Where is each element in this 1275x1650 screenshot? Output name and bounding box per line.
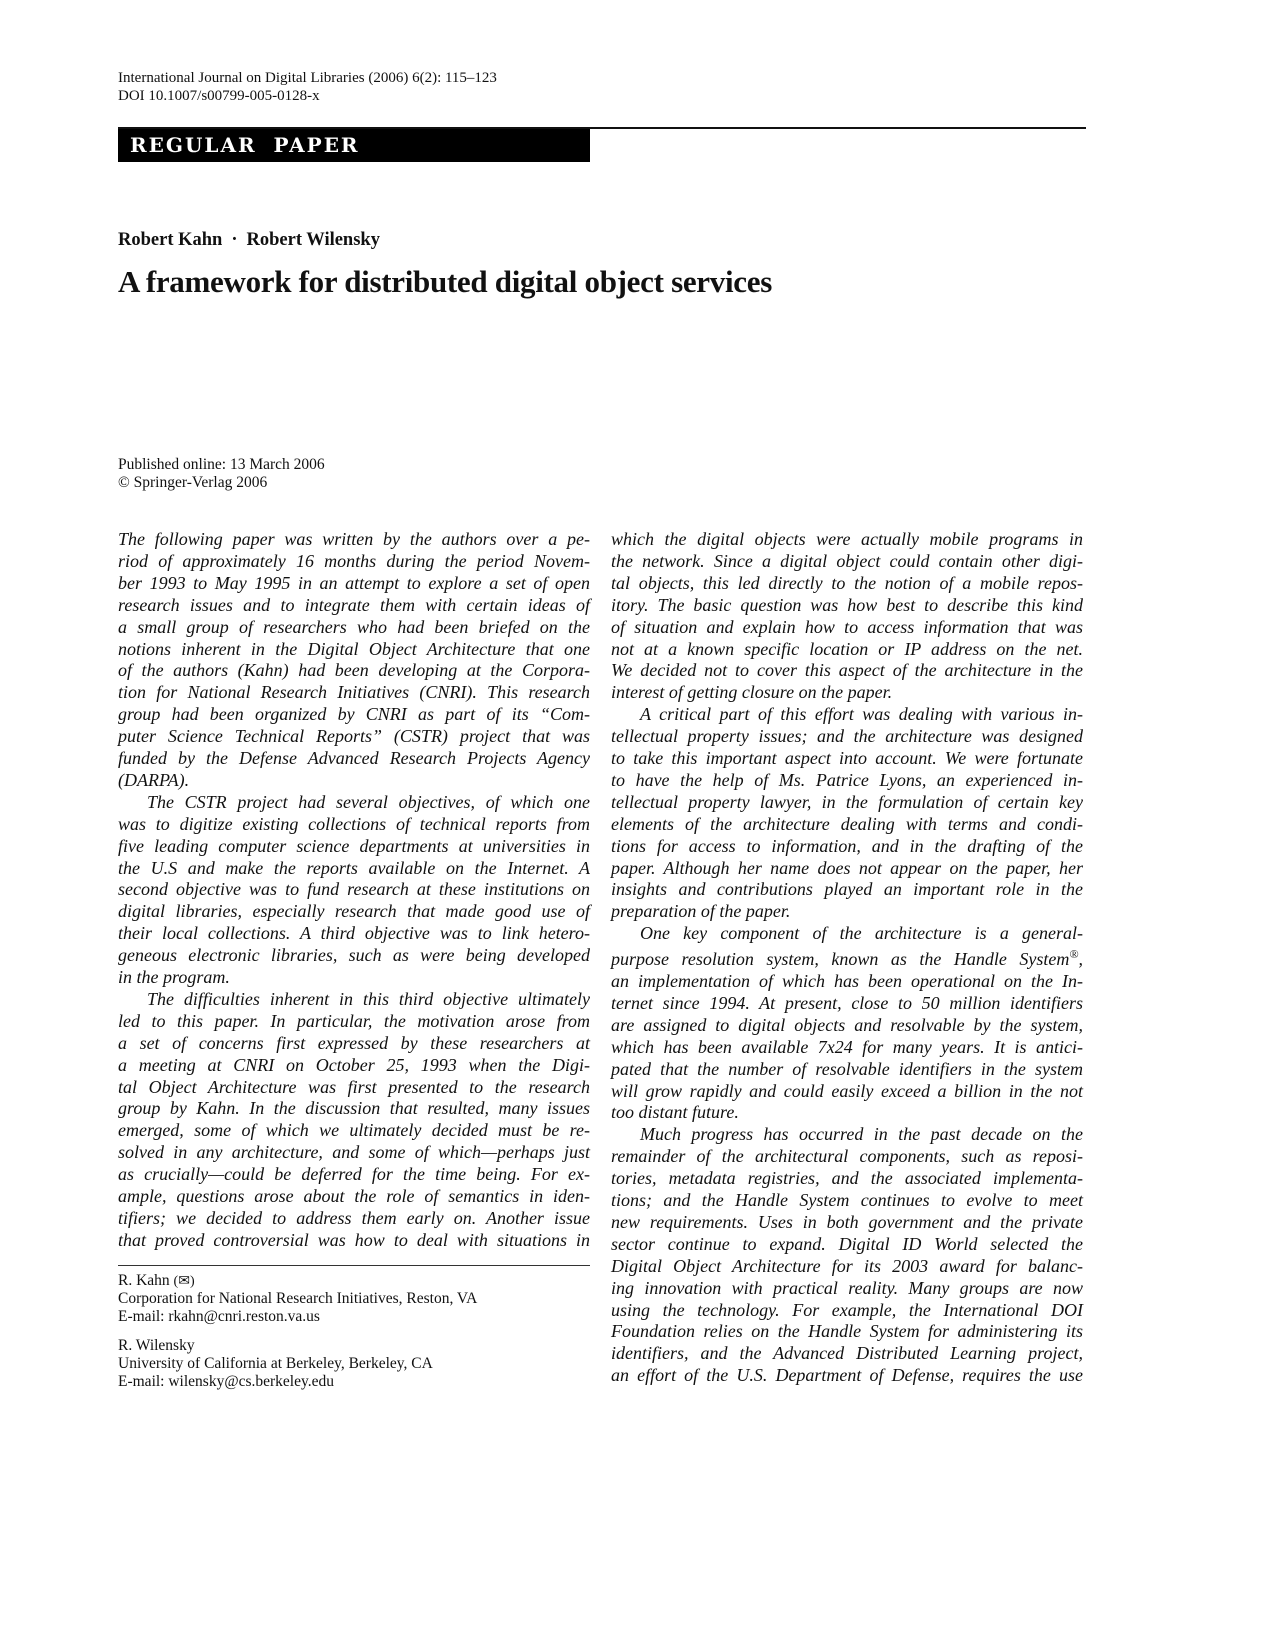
text-line: a small group of researchers who had been briefed on the — [118, 616, 590, 637]
text-line: ber 1993 to May 1995 in an attempt to explore a set of open — [118, 572, 590, 593]
text-line: tifiers; we decided to address them early on. Another issue — [118, 1207, 590, 1228]
text-line: The following paper was written by the authors over a pe- — [118, 529, 590, 549]
footnote-kahn-affiliation: Corporation for National Research Initiatives, Reston, VA — [118, 1290, 478, 1307]
text-line: group had been organized by CNRI as part of its “Com- — [118, 704, 590, 725]
text-line: their local collections. A third objective was to link hetero- — [118, 923, 590, 944]
text-line: funded by the Defense Advanced Research Projects Agency — [118, 748, 590, 768]
text-line: insights and contributions played an important role in the — [611, 879, 1083, 900]
text-line: purpose resolution system, known as the Handle System®, — [611, 947, 1083, 970]
footnote-kahn-name — [118, 1272, 195, 1291]
copyright: © Springer-Verlag 2006 — [118, 474, 268, 491]
text-line: tions for access to information, and in the drafting of the — [611, 835, 1083, 856]
text-line: tellectual property issues; and the architecture was designed — [611, 726, 1083, 747]
text-line: the network. Since a digital object could contain other digi- — [611, 550, 1083, 571]
author-separator: · — [231, 230, 238, 250]
journal-citation: International Journal on Digital Libraries (2006) 6(2): 115–123 — [118, 70, 497, 86]
text-line: not at a known specific location or IP address on the net. — [611, 638, 1083, 659]
text-line: ternet since 1994. At present, close to 50 million identifiers — [611, 992, 1083, 1013]
text-line: the U.S and make the reports available on the Internet. A — [118, 857, 590, 878]
text-line: using the technology. For example, the International DOI — [611, 1299, 1083, 1320]
footnote-wilensky-affiliation: University of California at Berkeley, Berkeley, CA — [118, 1355, 433, 1372]
text-line: Much progress has occurred in the past decade on the — [640, 1124, 1083, 1145]
text-line: tions; and the Handle System continues to evolve to meet — [611, 1190, 1083, 1210]
footnote-rule — [118, 1265, 590, 1266]
article-type-label: REGULAR PAPER — [130, 133, 360, 157]
text-line: paper. Although her name does not appear on the paper, her — [611, 857, 1083, 878]
text-line: puter Science Technical Reports” (CSTR) project that was — [118, 726, 590, 747]
text-line: to take this important aspect into account. We were fortunate — [611, 748, 1083, 768]
text-line: The difficulties inherent in this third objective ultimately — [147, 988, 590, 1009]
text-line: which has been available 7x24 for many years. It is antici- — [611, 1036, 1083, 1057]
text-line: solved in any architecture, and some of which—perhaps just — [118, 1142, 590, 1163]
text-line: an implementation of which has been operational on the In- — [611, 971, 1083, 991]
text-line: five leading computer science departments at universities in — [118, 835, 590, 856]
text-line: interest of getting closure on the paper. — [611, 682, 893, 703]
text-line: of the authors (Kahn) had been developing at the Corpora- — [118, 660, 590, 681]
text-line: led to this paper. In particular, the motivation arose from — [118, 1010, 590, 1031]
paper-title: A framework for distributed digital object services — [118, 264, 772, 299]
text-line: elements of the architecture dealing with terms and condi- — [611, 813, 1083, 834]
author-footnote-name: R. Kahn — [118, 1272, 170, 1289]
text-line: too distant future. — [611, 1102, 739, 1123]
text-line: Digital Object Architecture for its 2003 award for balanc- — [611, 1255, 1083, 1276]
text-line: A critical part of this effort was dealing with various in- — [640, 704, 1083, 725]
envelope-icon: (✉) — [173, 1274, 195, 1289]
doi: DOI 10.1007/s00799-005-0128-x — [118, 88, 320, 104]
text-line: remainder of the architectural components, such as reposi- — [611, 1146, 1083, 1167]
text-line: Foundation relies on the Handle System for administering its — [611, 1321, 1083, 1342]
text-line: an effort of the U.S. Department of Defense, requires the use — [611, 1365, 1083, 1386]
text-line: as crucially—could be deferred for the time being. For ex- — [118, 1164, 590, 1185]
text-line: new requirements. Uses in both government and the private — [611, 1211, 1083, 1232]
text-line: geneous electronic libraries, such as were being developed — [118, 945, 590, 966]
text-line: itory. The basic question was how best to describe this kind — [611, 594, 1083, 615]
text-line: was to digitize existing collections of technical reports from — [118, 813, 590, 834]
footnote-kahn-email[interactable]: E-mail: rkahn@cnri.reston.va.us — [118, 1308, 320, 1325]
text-line: riod of approximately 16 months during the period Novem- — [118, 550, 590, 571]
text-line: are assigned to digital objects and resolvable by the system, — [611, 1014, 1083, 1035]
text-line: We decided not to cover this aspect of the architecture in the — [611, 660, 1083, 681]
text-line: that proved controversial was how to deal with situations in — [118, 1229, 590, 1250]
text-line: notions inherent in the Digital Object Architecture that one — [118, 638, 590, 659]
text-line: a meeting at CNRI on October 25, 1993 when the Digi- — [118, 1054, 590, 1075]
text-line: ample, questions arose about the role of semantics in iden- — [118, 1186, 590, 1206]
author-name: Robert Wilensky — [246, 230, 380, 250]
text-line: emerged, some of which we ultimately decided must be re- — [118, 1120, 590, 1141]
text-line: digital libraries, especially research that made good use of — [118, 901, 590, 922]
published-online: Published online: 13 March 2006 — [118, 456, 325, 473]
text-line: tal Object Architecture was first presented to the research — [118, 1076, 590, 1097]
text-line: identifiers, and the Advanced Distributed Learning project, — [611, 1343, 1083, 1364]
author-list — [118, 230, 380, 251]
text-line: The CSTR project had several objectives, of which one — [147, 791, 590, 812]
text-line: tal objects, this led directly to the notion of a mobile repos- — [611, 572, 1083, 593]
text-line: second objective was to fund research at these institutions on — [118, 879, 590, 900]
footnote-wilensky-email[interactable]: E-mail: wilensky@cs.berkeley.edu — [118, 1373, 334, 1390]
text-line: tories, metadata registries, and the associated implementa- — [611, 1168, 1083, 1189]
text-line: sector continue to expand. Digital ID World selected the — [611, 1233, 1083, 1254]
text-line: ing innovation with practical reality. Many groups are now — [611, 1277, 1083, 1298]
text-line: group by Kahn. In the discussion that resulted, many issues — [118, 1098, 590, 1119]
text-line: tion for National Research Initiatives (CNRI). This research — [118, 682, 590, 703]
text-line: will grow rapidly and could easily exceed a billion in the not — [611, 1080, 1083, 1101]
footnote-wilensky-name: R. Wilensky — [118, 1337, 195, 1354]
text-line: (DARPA). — [118, 769, 190, 790]
text-line: research issues and to integrate them with certain ideas of — [118, 594, 590, 615]
text-line: tellectual property lawyer, in the formulation of certain key — [611, 791, 1083, 812]
text-line: pated that the number of resolvable identifiers in the system — [611, 1058, 1083, 1079]
text-line: of situation and explain how to access information that was — [611, 616, 1083, 637]
text-line: One key component of the architecture is a general- — [640, 923, 1083, 944]
text-line: preparation of the paper. — [611, 901, 791, 922]
author-name: Robert Kahn — [118, 230, 223, 250]
text-line: a set of concerns first expressed by these researchers at — [118, 1032, 590, 1053]
text-line: which the digital objects were actually mobile programs in — [611, 529, 1083, 549]
text-line: to have the help of Ms. Patrice Lyons, an experienced in- — [611, 769, 1083, 790]
article-type-banner — [118, 129, 590, 162]
text-line: in the program. — [118, 967, 230, 987]
